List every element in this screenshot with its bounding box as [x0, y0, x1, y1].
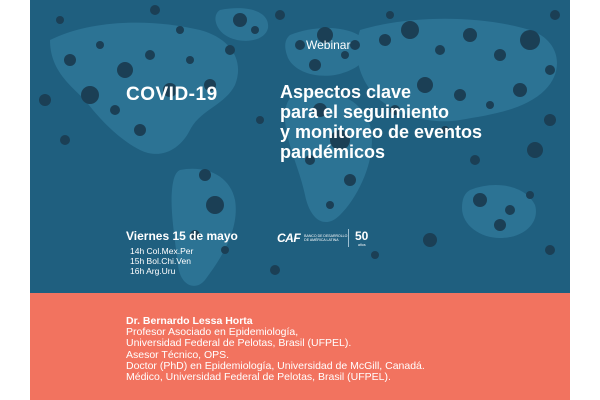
map-dot — [81, 86, 99, 104]
map-dot — [473, 193, 487, 207]
event-date: Viernes 15 de mayo — [126, 229, 238, 243]
map-dot — [233, 13, 247, 27]
map-dot — [379, 34, 391, 46]
speaker-credential: Médico, Universidad Federal de Pelotas, Brasil (UFPEL). — [126, 371, 391, 384]
map-dot — [39, 94, 51, 106]
speaker-credential: Universidad Federal de Pelotas, Brasil (UFPEL). — [126, 337, 352, 350]
map-dot — [494, 219, 506, 231]
event-times — [130, 246, 193, 276]
time-slot: 15h Bol.Chi.Ven — [130, 256, 191, 266]
map-dot — [344, 174, 356, 186]
map-dot — [96, 41, 104, 49]
map-dot — [64, 54, 76, 66]
title-line: Aspectos clave — [280, 82, 412, 102]
anniversary-logo-subtitle: años — [358, 243, 366, 247]
speaker-info — [126, 316, 425, 383]
map-dot — [545, 65, 555, 75]
time-slot: 16h Arg.Uru — [130, 266, 176, 276]
title-line: y monitoreo de eventos — [280, 122, 483, 142]
map-dot — [350, 40, 360, 50]
map-dot — [295, 40, 305, 50]
map-dot — [221, 246, 229, 254]
title-line: para el seguimiento — [280, 102, 450, 122]
map-dot — [176, 26, 184, 34]
map-dot — [186, 56, 194, 64]
map-dot — [110, 105, 120, 115]
map-dot — [117, 62, 133, 78]
map-dot — [150, 5, 160, 15]
map-dot — [60, 135, 70, 145]
map-dot — [494, 49, 506, 61]
logo-divider — [348, 229, 349, 247]
webinar-poster — [30, 0, 570, 400]
map-dot — [309, 59, 321, 71]
speaker-name: Dr. Bernardo Lessa Horta — [126, 315, 253, 327]
map-dot — [199, 169, 211, 181]
map-dot — [371, 251, 379, 259]
anniversary-logo: 50 — [355, 229, 369, 243]
map-dot — [341, 51, 349, 59]
map-dot — [520, 30, 540, 50]
map-dot — [326, 201, 334, 209]
time-slot: 14h Col.Mex.Per — [130, 246, 194, 256]
speaker-credential: Doctor (PhD) en Epidemiología, Universidad de McGill, Canadá. — [126, 359, 425, 372]
poster-header-section — [30, 0, 570, 293]
map-dot — [545, 245, 555, 255]
map-dot — [145, 50, 155, 60]
map-dot — [275, 10, 285, 20]
title-line: pandémicos — [280, 142, 386, 162]
caf-logo — [277, 231, 352, 245]
map-dot — [270, 265, 280, 275]
map-dot — [423, 233, 437, 247]
speaker-credential: Profesor Asociado en Epidemiología, — [126, 326, 299, 339]
map-dot — [401, 21, 419, 39]
caf-logo-mark: CAF — [277, 231, 301, 245]
map-dot — [251, 26, 259, 34]
map-dot — [526, 191, 534, 199]
map-dot — [386, 11, 394, 19]
webinar-title — [280, 82, 565, 162]
map-dot — [435, 45, 445, 55]
speaker-credential: Asesor Técnico, OPS. — [126, 348, 230, 361]
covid-tag: COVID-19 — [126, 84, 218, 105]
webinar-label: Webinar — [306, 38, 351, 52]
map-dot — [550, 10, 560, 20]
caf-logo-subtitle: BANCO DE DESARROLLO DE AMÉRICA LATINA — [304, 234, 348, 242]
map-dot — [505, 205, 515, 215]
map-dot — [206, 196, 224, 214]
map-dot — [225, 45, 235, 55]
map-dot — [56, 16, 64, 24]
map-dot — [256, 116, 264, 124]
map-dot — [463, 28, 477, 42]
map-dot — [134, 124, 146, 136]
